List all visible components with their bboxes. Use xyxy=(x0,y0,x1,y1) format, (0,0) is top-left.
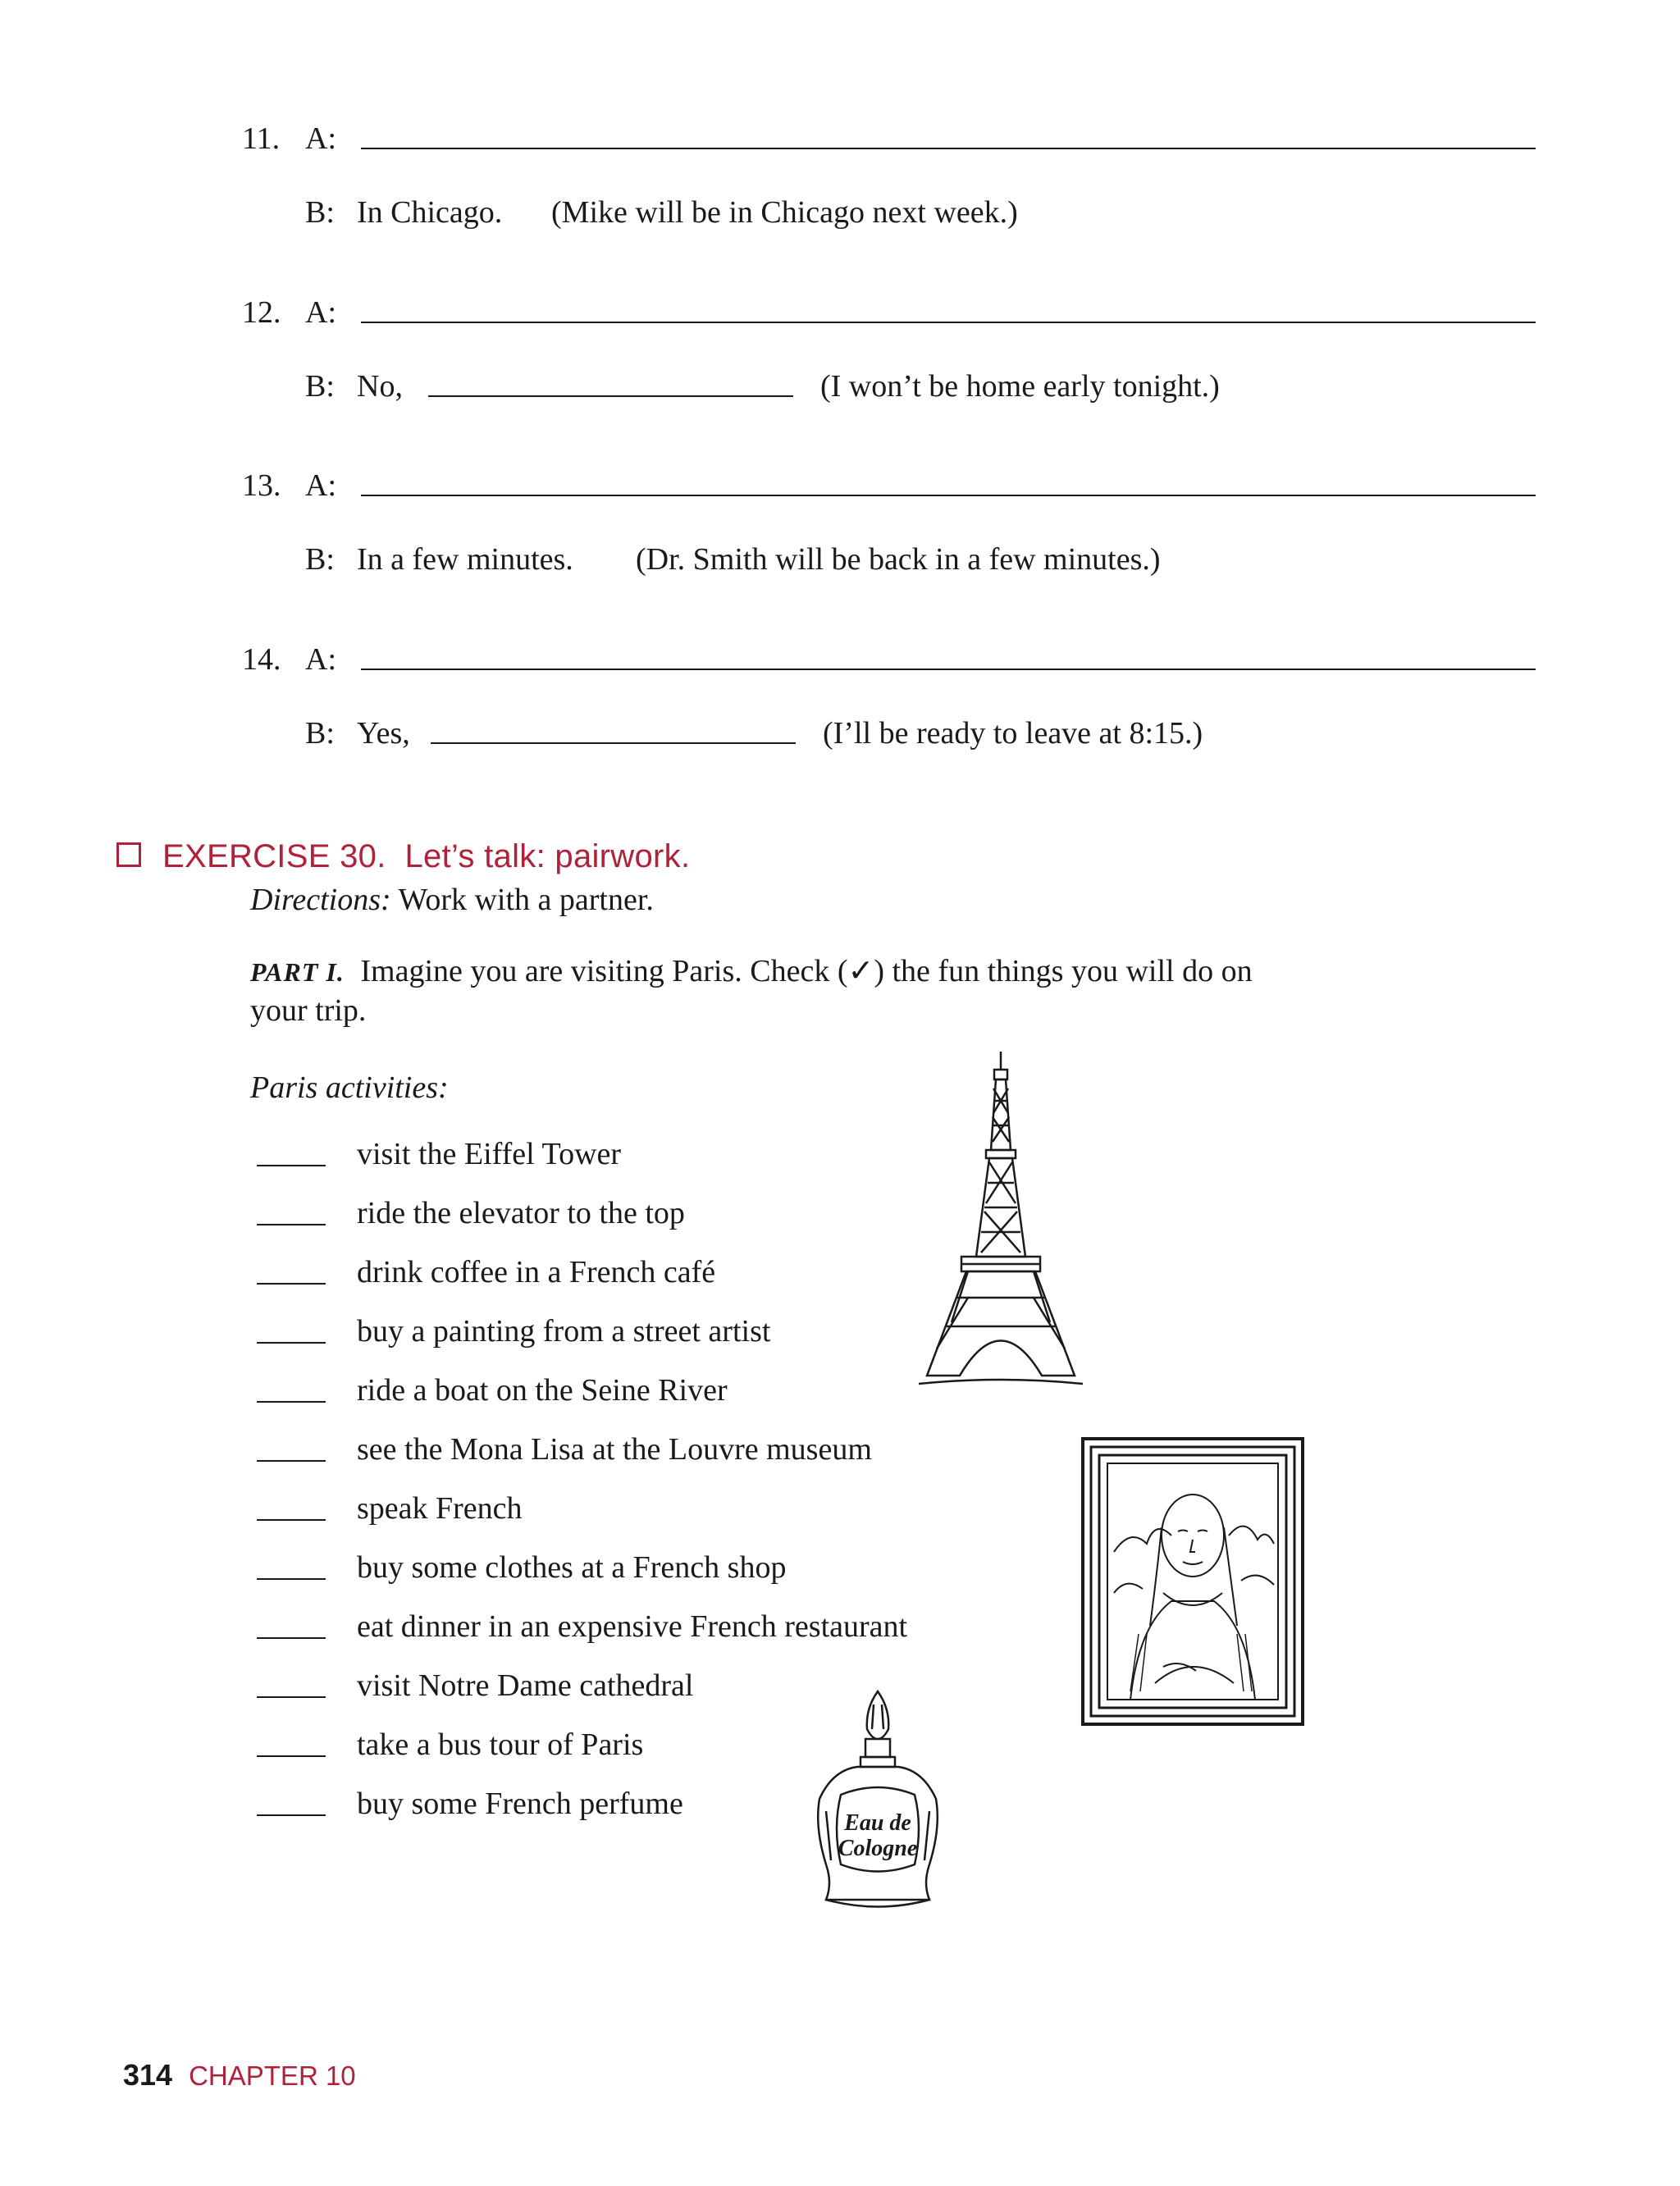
directions-label: Directions: xyxy=(250,883,391,917)
speaker-b-label: B: xyxy=(305,716,335,751)
speaker-b-label: B: xyxy=(305,542,335,577)
answer-blank-line[interactable] xyxy=(428,395,793,397)
exercise-title: EXERCISE 30. xyxy=(162,838,386,874)
page-footer xyxy=(123,2060,356,2090)
activity-label: speak French xyxy=(357,1491,523,1526)
activity-label: eat dinner in an expensive French restaurant xyxy=(357,1609,908,1644)
speaker-a-label: A: xyxy=(305,468,336,503)
item-number: 12. xyxy=(242,295,281,330)
perfume-label-line2: Cologne xyxy=(838,1835,918,1861)
check-blank[interactable] xyxy=(257,1401,326,1403)
activity-label: visit the Eiffel Tower xyxy=(357,1137,622,1171)
answer-blank-line[interactable] xyxy=(431,742,796,744)
speaker-a-label: A: xyxy=(305,642,336,677)
check-blank[interactable] xyxy=(257,1165,326,1166)
item-number: 13. xyxy=(242,468,281,503)
check-blank[interactable] xyxy=(257,1460,326,1462)
answer-blank-line[interactable] xyxy=(361,322,1536,323)
check-blank[interactable] xyxy=(257,1283,326,1285)
speaker-a-label: A: xyxy=(305,121,336,156)
exercise-heading xyxy=(162,840,690,873)
part-text-line2: your trip. xyxy=(250,993,367,1028)
check-blank[interactable] xyxy=(257,1696,326,1698)
item-number: 14. xyxy=(242,642,281,677)
part-one-instructions xyxy=(250,956,1253,987)
perfume-label-line1: Eau de xyxy=(844,1810,911,1836)
mona-lisa-painting-illustration xyxy=(1081,1437,1304,1726)
check-blank[interactable] xyxy=(257,1224,326,1225)
check-blank[interactable] xyxy=(257,1637,326,1639)
speaker-b-note: (I won’t be home early tonight.) xyxy=(820,369,1220,404)
speaker-b-note: (Mike will be in Chicago next week.) xyxy=(551,195,1018,230)
exercise-subtitle: Let’s talk: pairwork. xyxy=(404,838,691,874)
directions-text: Work with a partner. xyxy=(398,883,654,917)
speaker-b-label: B: xyxy=(305,195,335,230)
activity-label: buy some French perfume xyxy=(357,1787,683,1821)
item-number: 11. xyxy=(242,121,281,156)
activity-label: take a bus tour of Paris xyxy=(357,1727,644,1762)
activity-label: drink coffee in a French café xyxy=(357,1255,716,1289)
activity-label: ride the elevator to the top xyxy=(357,1196,685,1230)
perfume-label xyxy=(808,1811,947,1862)
answer-blank-line[interactable] xyxy=(361,495,1536,496)
speaker-b-note: (Dr. Smith will be back in a few minutes.) xyxy=(636,542,1161,577)
answer-blank-line[interactable] xyxy=(361,148,1536,149)
speaker-b-text: No, xyxy=(357,369,403,404)
speaker-b-text: In a few minutes. xyxy=(357,542,573,577)
speaker-b-text: Yes, xyxy=(357,716,410,751)
activity-label: ride a boat on the Seine River xyxy=(357,1373,728,1408)
activity-label: buy some clothes at a French shop xyxy=(357,1550,787,1585)
answer-blank-line[interactable] xyxy=(361,669,1536,670)
directions xyxy=(250,884,654,915)
list-title: Paris activities: xyxy=(250,1070,449,1105)
perfume-bottle-illustration xyxy=(808,1688,947,1918)
chapter-label: CHAPTER 10 xyxy=(189,2060,356,2091)
eiffel-tower-illustration xyxy=(919,1052,1083,1388)
activity-label: buy a painting from a street artist xyxy=(357,1314,771,1349)
check-blank[interactable] xyxy=(257,1755,326,1757)
exercise-checkbox[interactable] xyxy=(116,842,141,867)
page-number: 314 xyxy=(123,2058,173,2092)
part-label: PART I. xyxy=(250,957,345,987)
part-text-line1: Imagine you are visiting Paris. Check (✓) the fun things you will do on xyxy=(360,954,1253,988)
perfume-bottle-icon xyxy=(808,1688,947,1918)
speaker-a-label: A: xyxy=(305,295,336,330)
speaker-b-note: (I’ll be ready to leave at 8:15.) xyxy=(823,716,1203,751)
activity-label: visit Notre Dame cathedral xyxy=(357,1668,694,1703)
check-blank[interactable] xyxy=(257,1342,326,1344)
speaker-b-label: B: xyxy=(305,369,335,404)
check-blank[interactable] xyxy=(257,1578,326,1580)
activity-label: see the Mona Lisa at the Louvre museum xyxy=(357,1432,872,1467)
check-blank[interactable] xyxy=(257,1814,326,1816)
check-blank[interactable] xyxy=(257,1519,326,1521)
speaker-b-text: In Chicago. xyxy=(357,195,503,230)
